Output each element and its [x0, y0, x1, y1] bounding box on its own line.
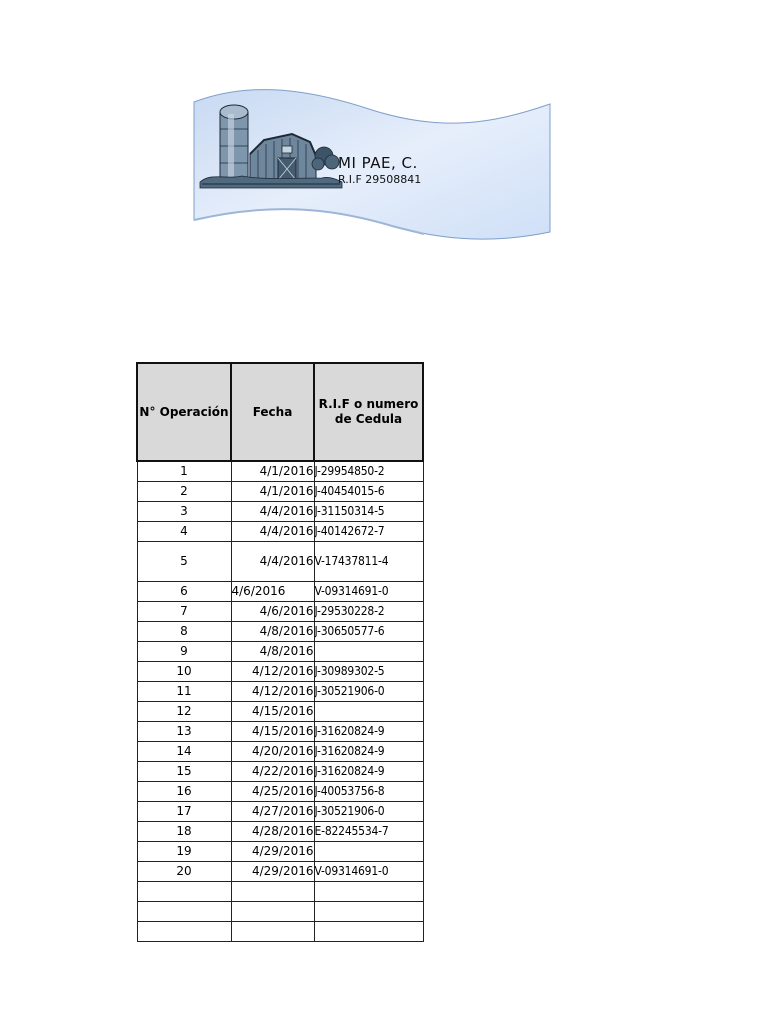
table-row	[137, 761, 423, 781]
company-rif: R.I.F 29508841	[338, 173, 422, 186]
cell-fecha: 4/12/2016	[231, 661, 314, 681]
cell-rif: V-17437811-4	[314, 541, 423, 581]
cell-fecha: 4/22/2016	[231, 761, 314, 781]
cell-fecha: 4/1/2016	[231, 481, 314, 501]
cell-numero	[137, 901, 231, 921]
cell-numero: 13	[137, 721, 231, 741]
cell-rif: J-31620824-9	[314, 721, 423, 741]
table-row	[137, 521, 423, 541]
cell-rif: J-29530228-2	[314, 601, 423, 621]
table-row	[137, 841, 423, 861]
cell-fecha: 4/4/2016	[231, 521, 314, 541]
cell-rif: J-40142672-7	[314, 521, 423, 541]
operations-table	[136, 362, 424, 942]
cell-fecha: 4/6/2016	[231, 581, 314, 601]
cell-rif: J-30521906-0	[314, 681, 423, 701]
cell-rif: J-29954850-2	[314, 461, 423, 481]
cell-rif: J-31620824-9	[314, 741, 423, 761]
cell-fecha: 4/6/2016	[231, 601, 314, 621]
table-row	[137, 661, 423, 681]
cell-numero: 15	[137, 761, 231, 781]
table-row	[137, 541, 423, 581]
table-row	[137, 501, 423, 521]
header-numero-operacion: N° Operación	[137, 363, 231, 461]
header-rif-cedula: R.I.F o numero de Cedula	[314, 363, 423, 461]
cell-fecha: 4/4/2016	[231, 541, 314, 581]
table-row	[137, 801, 423, 821]
table-row	[137, 741, 423, 761]
table-row	[137, 821, 423, 841]
cell-fecha: 4/15/2016	[231, 701, 314, 721]
table-header-row	[137, 363, 423, 461]
cell-rif: J-31620824-9	[314, 761, 423, 781]
cell-numero: 6	[137, 581, 231, 601]
table-row	[137, 621, 423, 641]
cell-numero: 3	[137, 501, 231, 521]
cell-rif	[314, 641, 423, 661]
cell-fecha: 4/25/2016	[231, 781, 314, 801]
cell-rif: J-40053756-8	[314, 781, 423, 801]
company-name: MI PAE, C.	[338, 154, 418, 172]
cell-numero	[137, 921, 231, 941]
cell-numero: 14	[137, 741, 231, 761]
cell-fecha: 4/1/2016	[231, 461, 314, 481]
cell-rif: E-82245534-7	[314, 821, 423, 841]
cell-fecha: 4/8/2016	[231, 621, 314, 641]
cell-rif: J-30521906-0	[314, 801, 423, 821]
table-row	[137, 641, 423, 661]
cell-rif	[314, 901, 423, 921]
cell-rif: V-09314691-0	[314, 861, 423, 881]
cell-fecha: 4/8/2016	[231, 641, 314, 661]
table-row	[137, 881, 423, 901]
table-row	[137, 601, 423, 621]
cell-rif: J-40454015-6	[314, 481, 423, 501]
cell-fecha	[231, 921, 314, 941]
cell-fecha: 4/4/2016	[231, 501, 314, 521]
table-body	[137, 461, 423, 941]
table-row	[137, 901, 423, 921]
table-row	[137, 781, 423, 801]
silo-icon	[220, 105, 248, 182]
cell-fecha: 4/29/2016	[231, 861, 314, 881]
cell-numero: 19	[137, 841, 231, 861]
cell-fecha: 4/27/2016	[231, 801, 314, 821]
cell-fecha: 4/29/2016	[231, 841, 314, 861]
table-row	[137, 581, 423, 601]
cell-rif	[314, 841, 423, 861]
cell-fecha	[231, 901, 314, 921]
cell-fecha: 4/12/2016	[231, 681, 314, 701]
cell-numero: 10	[137, 661, 231, 681]
cell-rif	[314, 921, 423, 941]
cell-numero: 16	[137, 781, 231, 801]
cell-fecha: 4/20/2016	[231, 741, 314, 761]
cell-numero: 9	[137, 641, 231, 661]
table-row	[137, 721, 423, 741]
table-row	[137, 701, 423, 721]
table-row	[137, 921, 423, 941]
cell-numero: 5	[137, 541, 231, 581]
cell-numero	[137, 881, 231, 901]
table-row	[137, 861, 423, 881]
cell-numero: 2	[137, 481, 231, 501]
cell-numero: 8	[137, 621, 231, 641]
table-row	[137, 461, 423, 481]
cell-fecha	[231, 881, 314, 901]
header-fecha: Fecha	[231, 363, 314, 461]
cell-numero: 7	[137, 601, 231, 621]
cell-numero: 20	[137, 861, 231, 881]
table-row	[137, 681, 423, 701]
cell-rif: V-09314691-0	[314, 581, 423, 601]
cell-numero: 11	[137, 681, 231, 701]
cell-fecha: 4/28/2016	[231, 821, 314, 841]
cell-numero: 12	[137, 701, 231, 721]
cell-rif	[314, 701, 423, 721]
cell-fecha: 4/15/2016	[231, 721, 314, 741]
cell-numero: 18	[137, 821, 231, 841]
cell-rif: J-30989302-5	[314, 661, 423, 681]
cell-numero: 1	[137, 461, 231, 481]
cell-rif: J-31150314-5	[314, 501, 423, 521]
cell-numero: 4	[137, 521, 231, 541]
cell-rif: J-30650577-6	[314, 621, 423, 641]
table-row	[137, 481, 423, 501]
cell-rif	[314, 881, 423, 901]
cell-numero: 17	[137, 801, 231, 821]
